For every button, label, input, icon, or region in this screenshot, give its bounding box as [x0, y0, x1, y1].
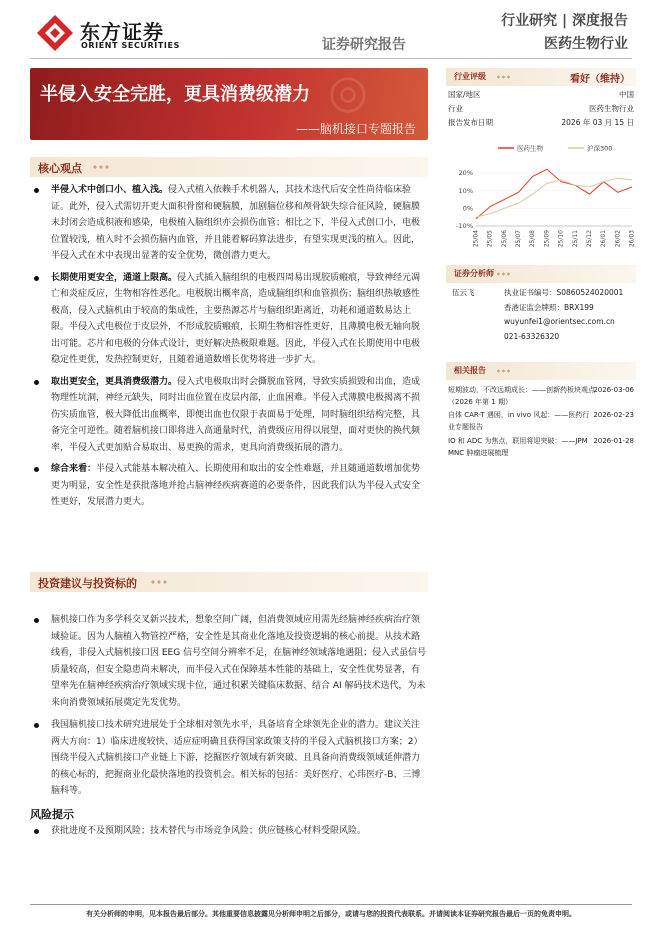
legend-label: 沪深300 — [587, 144, 613, 153]
series-line — [476, 169, 632, 219]
investment-header — [30, 572, 428, 592]
y-tick-label: -10% — [456, 222, 473, 231]
dots-icon — [150, 580, 168, 584]
dots-icon — [92, 165, 110, 169]
list-item: 长期使用更安全，通道上限高。侵入式插入脑组织的电极四周易出现胶质瘢痕，导致神经元凋亡和炎症反应，生物相容性恶化。电极脱出概率高，造成脑组织和血管损伤；脑组织热敏感性极高，侵入式脑机由于较高的集成性，主要热源芯片与脑组织距离近，功耗和通道数易达上限。半侵入式电极位于皮层外，不形成胶质瘢痕，长期生物相容性更好，且薄膜电极无轴向脱出可能。芯片和电极的分体式设计，更好解决热极限难题。因此，半侵入式在长期使用中电极稳定性更优，发热控制更好，且随着通道数增长优势将进一步扩大。 — [30, 270, 428, 369]
x-tick-label: 25/04 — [472, 230, 480, 248]
x-tick-label: 26/01 — [600, 230, 608, 248]
rating-label: 行业评级 — [454, 72, 486, 81]
analyst-hk-license: 香港证监会牌照：BRX199 — [504, 303, 594, 312]
report-subtitle: ——脑机接口专题报告 — [295, 122, 416, 136]
related-label: 相关报告 — [454, 366, 486, 375]
report-category: 证券研究报告 — [322, 37, 406, 53]
analyst-cert: 执业证书编号：S0860524020001 — [504, 288, 624, 297]
list-item: 我国脑机接口技术研究进展处于全球相对领先水平，具备培育全球领先企业的潜力。建议关注两大方向：1）临床进度较快、适应症明确且获得国家政策支持的半侵入式脑机接口方案；2）围绕半侵入式脑机接口产业链上下游，挖掘医疗领域有新突破、且具备向消费级领域延伸潜力的核心标的，把握商业化最快落地的投资机会。相关标的包括：美好医疗、心玮医疗-B、三博脑科等。 — [30, 717, 428, 800]
list-item: 综合来看：半侵入式能基本解决植入、长期使用和取出的安全性难题，并且随通道数增加优势更为明显，安全性是获批落地并抢占脑神经疾病赛道的必要条件，因此我们认为半侵入式安全性更好，发展潜力更大。 — [30, 461, 428, 511]
analyst-phone: 021-63326320 — [504, 332, 560, 341]
core-views-header — [30, 157, 428, 177]
dots-icon — [496, 272, 510, 276]
title-banner — [30, 68, 428, 140]
core-views-label: 核心观点 — [38, 162, 82, 175]
x-tick-label: 26/02 — [614, 230, 622, 248]
x-tick-label: 25/08 — [529, 230, 537, 248]
rating-header — [446, 68, 636, 86]
y-tick-label: 20% — [458, 169, 473, 178]
dots-icon — [496, 75, 510, 79]
investment-list — [30, 612, 428, 805]
company-logo — [36, 14, 196, 54]
orient-logo-icon — [36, 14, 74, 52]
x-tick-label: 25/07 — [515, 230, 523, 248]
footer-divider — [30, 904, 632, 905]
x-tick-label: 25/06 — [500, 230, 508, 248]
x-tick-label: 25/12 — [585, 230, 593, 248]
list-item: 取出更安全，更具消费级潜力。侵入式电极取出时会撕脱血管网，导致实质损毁和出血，造成物理性坑洞，神经元缺失，同时出血位置在皮层内部，止血困难。半侵入式薄膜电极揭离不损伤实质血管，极大降低出血概率，即便出血也仅限于表面易于处理，同时脑组织结构完整，具备完全可逆性。随着脑机接口即将进入高通量时代，消费级应用得以展望，面对更快的换代频率，半侵入式更加贴合易取出、易更换的需求，更具向消费级拓展的潜力。 — [30, 374, 428, 457]
y-tick-label: 10% — [458, 186, 473, 195]
info-row-industry: 行业 医药生物行业 — [448, 104, 634, 113]
performance-chart — [446, 140, 636, 262]
info-row-country: 国家/地区 中国 — [448, 90, 634, 99]
footer-disclaimer: 有关分析师的申明，见本报告最后部分。其他重要信息披露见分析师申明之后部分，或请与您的投资代表联系。并请阅读本证券研究报告最后一页的免责申明。 — [86, 910, 576, 918]
y-tick-label: 0% — [462, 204, 473, 213]
analyst-email[interactable]: wuyunfei1@orientsec.com.cn — [504, 317, 615, 326]
analyst-label: 证券分析师 — [454, 269, 494, 278]
list-item: 脑机接口作为多学科交叉新兴技术，想象空间广阔，但消费领域应用需先经脑神经疾病治疗领域验证。因为人脑植入物管控严格，安全性是其商业化落地及投资逻辑的核心前提。从技术路线看，非侵入式脑机接口因 EEG 信号空间分辨率不足，在脑神经领域落地遇阻；侵入式虽信号质量较高，但安全隐患尚未解决，而半侵入式在保障基本性能的基础上，安全性优势显著，有望率先在脑神经疾病治疗领域实现卡位，通过积累关键临床数据、结合 AI 解码技术迭代，为未来向消费领域拓展奠定先发优势。 — [30, 612, 428, 711]
legend-label: 医药生物 — [517, 144, 543, 153]
banner-decoration: ◎ — [327, 68, 368, 118]
x-tick-label: 25/10 — [557, 230, 565, 248]
info-row-date: 报告发布日期 2026 年 03 月 15 日 — [448, 118, 634, 127]
dots-icon — [496, 369, 510, 373]
core-views-list — [30, 182, 428, 516]
related-header — [446, 362, 636, 380]
report-type: 行业研究 | 深度报告 — [501, 13, 628, 29]
series-line — [476, 178, 632, 217]
analyst-name: 伍云飞 — [452, 288, 475, 297]
x-tick-label: 25/05 — [486, 230, 494, 248]
x-tick-label: 25/09 — [543, 230, 551, 248]
investment-label: 投资建议与投资标的 — [38, 577, 137, 590]
company-name-en: ORIENT SECURITIES — [81, 41, 180, 50]
x-tick-label: 25/11 — [571, 230, 579, 248]
risk-list — [30, 823, 428, 845]
header-divider — [30, 58, 632, 59]
report-title: 半侵入安全完胜，更具消费级潜力 — [40, 84, 310, 105]
company-name-cn: 东方证券 — [80, 20, 164, 44]
list-item: 获批进度不及预期风险；技术替代与市场竞争风险；供应链核心材料受限风险。 — [30, 823, 428, 840]
rating-value: 看好（维持） — [570, 74, 630, 85]
x-tick-label: 26/03 — [628, 230, 636, 248]
risk-title: 风险提示 — [30, 808, 74, 821]
list-item: 半侵入术中创口小、植入浅。侵入式植入依赖手术机器人，其技术迭代后安全性尚待临床验证。此外，侵入式需切开更大面积骨窗和硬脑膜，加剧脑位移和颅骨缺失综合征风险，硬脑膜未封闭会造成积液和感染，电极植入脑组织亦会损伤血管；相比之下，半侵入式创口小，电极位置较浅，植入时不会损伤脑内血管，并且能着解码算法进步，有望实现更浅的植入。因此，半侵入式在术中表现出显著的安全优势，微创潜力更大。 — [30, 182, 428, 265]
industry-name: 医药生物行业 — [544, 36, 628, 52]
analyst-header — [446, 265, 636, 283]
